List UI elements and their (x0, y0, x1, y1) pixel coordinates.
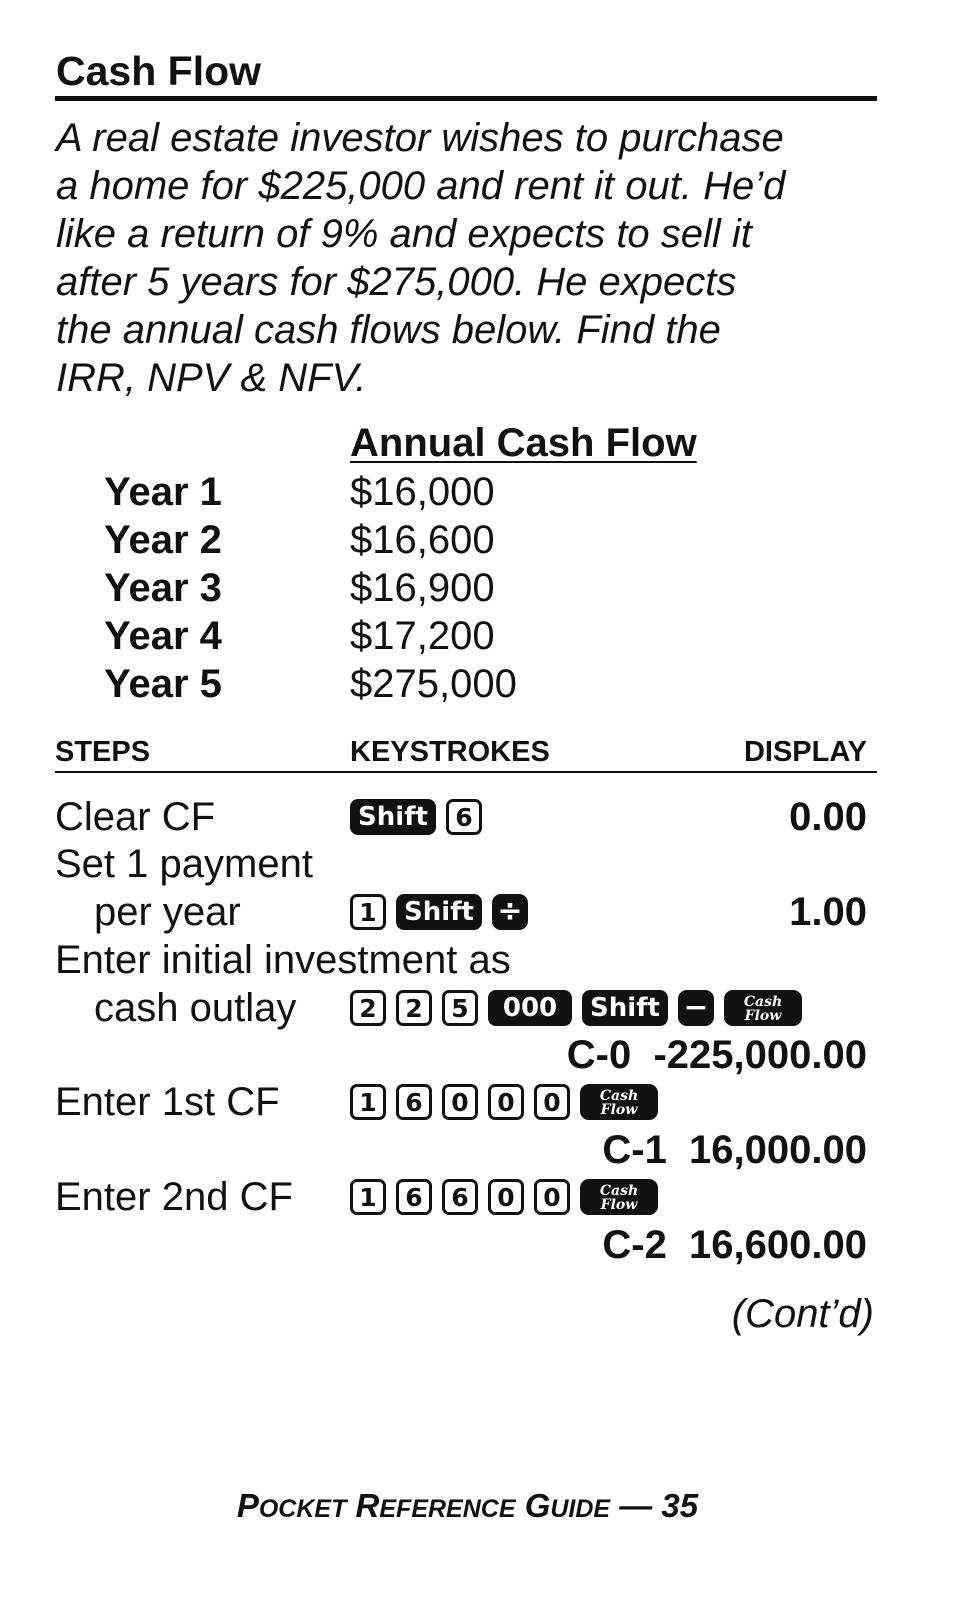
digit-key: 2 (396, 990, 432, 1026)
cash-flow-key-line: Cash (743, 993, 783, 1010)
cash-flow-table-header: Annual Cash Flow (350, 421, 697, 465)
page-title: Cash Flow (56, 48, 262, 94)
step-label-set-payment: Set 1 payment (55, 842, 313, 886)
display-value: 1.00 (789, 890, 867, 934)
step-label-initial-investment-cont: cash outlay (94, 986, 297, 1030)
cash-flow-key (580, 1084, 658, 1120)
cash-flow-row (0, 516, 954, 564)
title-rule (55, 96, 877, 101)
cash-flow-year: Year 2 (104, 518, 222, 562)
digit-key: 1 (350, 894, 386, 930)
page-number: — 35 (610, 1487, 699, 1524)
steps-column-heading: STEPS (55, 736, 151, 768)
minus-key: − (678, 990, 714, 1026)
digit-key: 0 (534, 1084, 570, 1120)
keystrokes-set-payment (350, 888, 538, 936)
divide-key: ÷ (492, 894, 528, 930)
footer-small-caps: EFERENCE (379, 1495, 516, 1523)
shift-key: Shift (350, 799, 436, 835)
keystrokes-initial-investment (350, 984, 812, 1032)
digit-key: 0 (534, 1179, 570, 1215)
cash-flow-row (0, 564, 954, 612)
problem-line: after 5 years for $275,000. He expects (56, 260, 737, 304)
step-label-set-payment-cont: per year (94, 890, 241, 934)
page-footer (0, 1484, 935, 1531)
triple-zero-key: 000 (488, 990, 572, 1026)
digit-key: 6 (442, 1179, 478, 1215)
shift-key: Shift (582, 990, 668, 1026)
digit-key: 0 (442, 1084, 478, 1120)
keystrokes-first-cf (350, 1078, 668, 1126)
problem-line: a home for $225,000 and rent it out. He’d (56, 164, 786, 208)
footer-small-caps: OCKET (258, 1495, 347, 1523)
cash-flow-amount: $17,200 (350, 614, 495, 658)
cash-flow-key-line: Flow (600, 1196, 638, 1213)
cash-flow-key-line: Cash (599, 1182, 639, 1199)
footer-initial: R (355, 1487, 380, 1524)
problem-line: A real estate investor wishes to purchase (56, 116, 784, 160)
cash-flow-amount: $16,000 (350, 470, 495, 514)
cash-flow-year: Year 1 (104, 470, 222, 514)
cash-flow-row (0, 612, 954, 660)
display-value: 0.00 (789, 795, 867, 839)
problem-line: the annual cash flows below. Find the (56, 308, 721, 352)
problem-statement (56, 114, 896, 402)
problem-line: IRR, NPV & NFV. (56, 356, 367, 400)
display-value: C-1 16,000.00 (602, 1128, 867, 1172)
cash-flow-year: Year 5 (104, 662, 222, 706)
footer-initial: P (236, 1487, 259, 1524)
shift-key: Shift (396, 894, 482, 930)
digit-key: 2 (350, 990, 386, 1026)
problem-line: like a return of 9% and expects to sell it (56, 212, 752, 256)
digit-key: 1 (350, 1084, 386, 1120)
display-value: C-2 16,600.00 (602, 1223, 867, 1267)
cash-flow-year: Year 3 (104, 566, 222, 610)
step-label-clear-cf: Clear CF (55, 795, 216, 839)
footer-initial: G (524, 1487, 551, 1524)
cash-flow-row (0, 660, 954, 708)
cash-flow-row (0, 468, 954, 516)
digit-key: 6 (396, 1084, 432, 1120)
cash-flow-key-line: Cash (599, 1087, 639, 1104)
continued-note: (Cont’d) (731, 1292, 874, 1336)
digit-key: 0 (488, 1179, 524, 1215)
cash-flow-amount: $16,900 (350, 566, 495, 610)
cash-flow-key (724, 990, 802, 1026)
keystrokes-clear-cf (350, 793, 492, 841)
keystrokes-second-cf (350, 1173, 668, 1221)
cash-flow-key-line: Flow (744, 1007, 782, 1024)
keystrokes-column-heading: KEYSTROKES (350, 736, 550, 768)
step-label-second-cf: Enter 2nd CF (55, 1175, 293, 1219)
cash-flow-key-line: Flow (600, 1101, 638, 1118)
digit-key: 0 (488, 1084, 524, 1120)
display-column-heading: DISPLAY (743, 736, 867, 768)
digit-key: 5 (442, 990, 478, 1026)
cash-flow-key (580, 1179, 658, 1215)
step-label-first-cf: Enter 1st CF (55, 1080, 280, 1124)
cash-flow-year: Year 4 (104, 614, 222, 658)
column-heading-rule (55, 771, 877, 773)
display-value: C-0 -225,000.00 (566, 1033, 867, 1077)
step-label-initial-investment: Enter initial investment as (55, 938, 511, 982)
digit-key: 1 (350, 1179, 386, 1215)
digit-key: 6 (446, 799, 482, 835)
cash-flow-amount: $275,000 (350, 662, 517, 706)
digit-key: 6 (396, 1179, 432, 1215)
cash-flow-amount: $16,600 (350, 518, 495, 562)
footer-small-caps: UIDE (550, 1495, 611, 1523)
